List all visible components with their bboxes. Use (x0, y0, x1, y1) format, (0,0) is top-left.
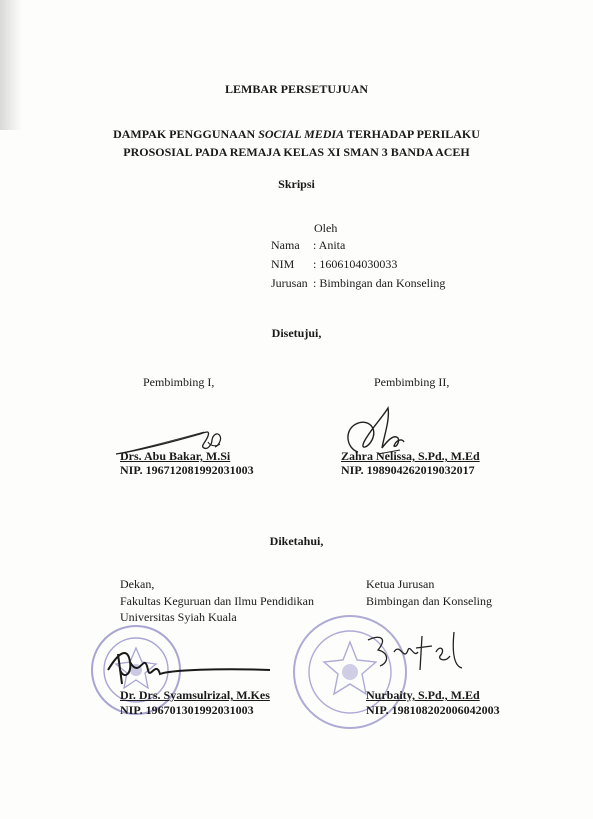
dean-role-line3: Universitas Syiah Kuala (120, 610, 237, 624)
signature-dean (100, 640, 280, 690)
supervisor1-role: Pembimbing I, (143, 375, 215, 389)
jurusan-label: Jurusan (271, 276, 308, 290)
title-post: TERHADAP PERILAKU (344, 127, 480, 141)
supervisor2-name: Zahra Nelissa, S.Pd., M.Ed (341, 449, 480, 463)
jurusan-value: : Bimbingan dan Konseling (313, 276, 446, 290)
head-role-line2: Bimbingan dan Konseling (366, 594, 492, 608)
title-line-1 (0, 127, 593, 142)
scan-edge-shadow (0, 0, 22, 130)
head-name: Nurbaity, S.Pd., M.Ed (366, 688, 480, 702)
title-pre: DAMPAK PENGGUNAAN (113, 127, 259, 141)
document-header: LEMBAR PERSETUJUAN (224, 82, 368, 96)
approved-label: Disetujui, (271, 326, 322, 340)
dean-role-line1: Dekan, (120, 577, 155, 591)
supervisor2-role: Pembimbing II, (374, 375, 450, 389)
nim-value: : 1606104030033 (313, 257, 398, 271)
dean-nip: NIP. 196701301992031003 (120, 703, 254, 717)
title-italic: SOCIAL MEDIA (258, 127, 345, 141)
document-type: Skripsi (278, 177, 315, 191)
dean-role-line2: Fakultas Keguruan dan Ilmu Pendidikan (120, 594, 314, 608)
by-label: Oleh (314, 221, 338, 235)
name-value: : Anita (313, 238, 346, 252)
supervisor2-nip: NIP. 198904262019032017 (341, 463, 475, 477)
title-line-2: PROSOSIAL PADA REMAJA KELAS XI SMAN 3 BANDA ACEH (123, 145, 470, 159)
head-role-line1: Ketua Jurusan (366, 577, 435, 591)
head-nip: NIP. 198108202006042003 (366, 703, 500, 717)
signature-head (360, 622, 470, 682)
supervisor1-name: Drs. Abu Bakar, M.Si (120, 449, 231, 463)
acknowledged-label: Diketahui, (269, 534, 324, 548)
nim-label: NIM (271, 257, 295, 271)
name-label: Nama (271, 238, 300, 252)
dean-name: Dr. Drs. Syamsulrizal, M.Kes (120, 688, 270, 702)
supervisor1-nip: NIP. 196712081992031003 (120, 463, 254, 477)
